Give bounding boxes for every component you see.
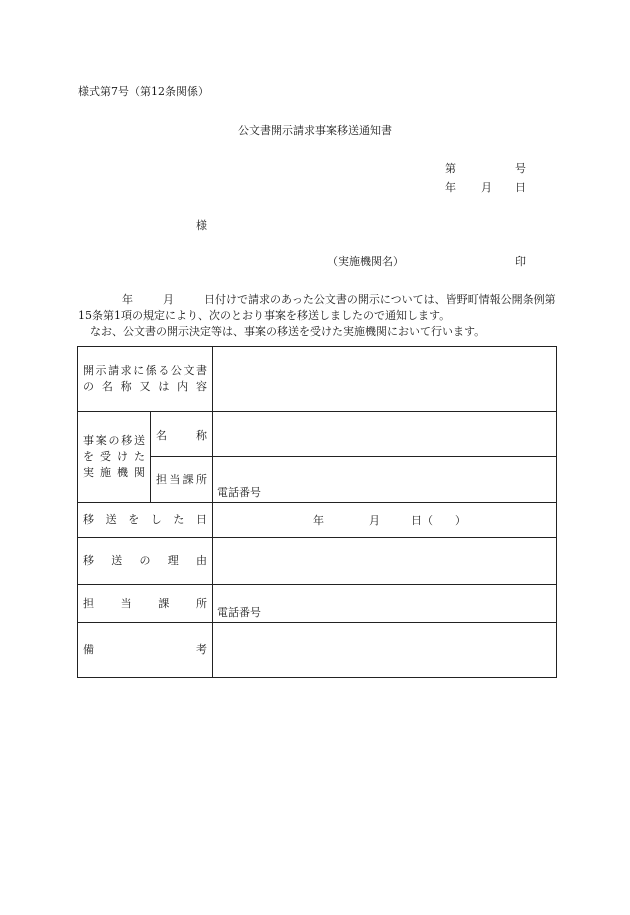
seal-mark: 印 [515,255,526,268]
body-paragraph-1 [78,292,560,324]
doc-number-suffix: 号 [515,162,526,175]
label-reason: 移送の理由 [78,538,213,585]
date-month: 月 [481,181,492,194]
body-month: 月 [163,293,174,306]
date-day: 日 [515,181,526,194]
transfer-year: 年 [313,514,324,527]
field-agency-name[interactable] [213,412,557,457]
label-document-name: 開示請求に係る公文書 の名称又は内容 [78,347,213,412]
field-document-name[interactable] [213,347,557,412]
document-title: 公文書開示請求事案移送通知書 [238,124,392,137]
transfer-form-table [77,346,557,678]
transfer-day: 日（ ） [411,514,466,527]
row-remarks [78,623,557,678]
row-transferee-name [78,412,557,457]
field-reason[interactable] [213,538,557,585]
label-remarks: 備考 [78,623,213,678]
body-year: 年 [122,293,133,306]
row-transfer-date [78,503,557,538]
body-text-1: 日付けで請求のあった公文書の開示については、皆野町情報公開条例第15条第1項の規定により、次のとおり事案を移送しましたので通知します。 [78,293,556,322]
label-transferee: 事案の移送 を受けた 実施機関 [78,412,151,503]
row-reason [78,538,557,585]
row-responsible [78,585,557,623]
label-agency-name: 名 称 [151,412,213,457]
label-responsible: 担当課所 [78,585,213,623]
body-text [78,292,560,340]
field-remarks[interactable] [213,623,557,678]
document-date [445,181,526,195]
phone-label-2: 電話番号 [217,606,261,619]
label-section: 担当課所 [151,457,213,503]
recipient-suffix: 様 [196,219,207,232]
row-document-name [78,347,557,412]
form-number: 様式第7号（第12条関係） [78,85,209,98]
agency-name: （実施機関名） [327,255,404,268]
label-transfer-date: 移送をした日 [78,503,213,538]
doc-number-prefix: 第 [445,162,456,175]
phone-label-1: 電話番号 [217,486,261,499]
field-transfer-date[interactable] [213,503,557,538]
field-section[interactable] [213,457,557,503]
date-year: 年 [445,181,456,194]
transfer-month: 月 [369,514,380,527]
body-paragraph-2: なお、公文書の開示決定等は、事案の移送を受けた実施機関において行います。 [90,325,486,338]
field-responsible[interactable] [213,585,557,623]
